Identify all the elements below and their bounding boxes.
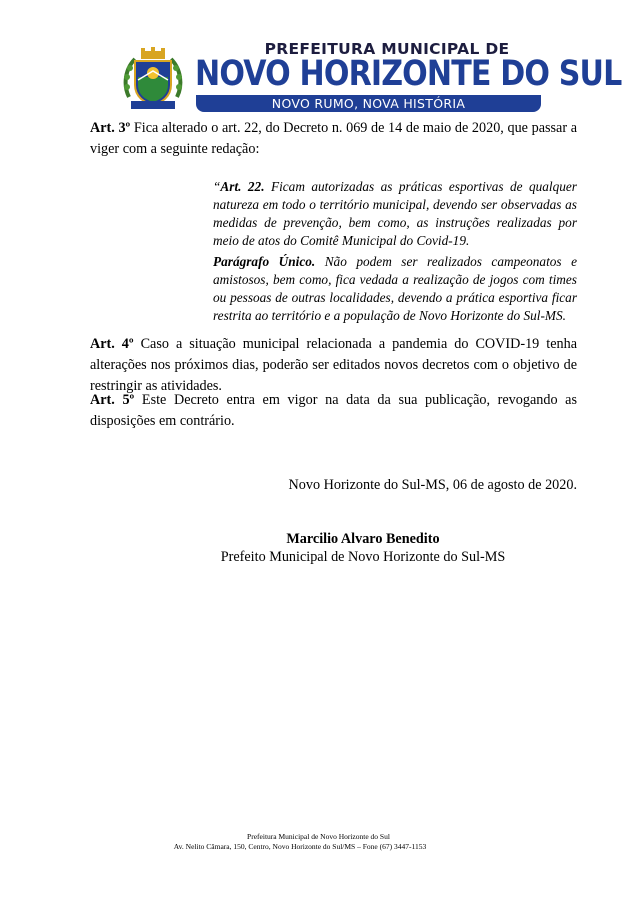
quoted-article-22-text: Ficam autorizadas as práticas esportivas de qualquer natureza em todo o território municipal, devendo ser observadas as medidas de prevenção, bem como, as instruções realizadas por meio de atos do Comitê Municipal do Covid-19. (213, 179, 577, 248)
article-4 (90, 334, 577, 397)
quoted-article-22 (213, 178, 577, 250)
signatory-name: Marcilio Alvaro Benedito (286, 531, 440, 547)
quoted-article-22-label: Art. 22. (220, 179, 265, 194)
article-4-label: Art. 4º (90, 336, 134, 352)
footer-institution: Prefeitura Municipal de Novo Horizonte do Sul (247, 832, 390, 841)
article-3-text: Fica alterado o art. 22, do Decreto n. 069 de 14 de maio de 2020, que passar a viger com a seguinte redação: (90, 120, 577, 157)
paragrafo-unico-label: Parágrafo Único. (213, 254, 316, 269)
article-5-label: Art. 5º (90, 392, 135, 408)
city-name-heading: NOVO HORIZONTE DO SUL (195, 54, 622, 94)
signatory-title: Prefeito Municipal de Novo Horizonte do Sul-MS (220, 549, 506, 565)
footer-address: Av. Nelito Câmara, 150, Centro, Novo Horizonte do Sul/MS – Fone (67) 3447-1153 (173, 842, 427, 851)
motto-banner: NOVO RUMO, NOVA HISTÓRIA (196, 95, 541, 112)
article-4-text: Caso a situação municipal relacionada a pandemia do COVID-19 tenha alterações nos próximos dias, poderão ser editados novos decretos com o objetivo de restringir as atividades. (90, 336, 577, 394)
article-3 (90, 118, 577, 160)
municipal-crest-icon (121, 47, 185, 111)
paragrafo-unico-text: Não podem ser realizados campeonatos e amistosos, bem como, fica vedada a realização de jogos com times ou pessoas de outras localidades, devendo a prática esportiva ficar restrita ao território e a população de Novo Horizonte do Sul-MS. (213, 254, 577, 323)
quote-open-mark: “ (213, 179, 221, 194)
prefeitura-heading: PREFEITURA MUNICIPAL DE (264, 40, 510, 58)
letterhead (0, 0, 637, 115)
place-date-line: Novo Horizonte do Sul-MS, 06 de agosto de 2020. (288, 477, 577, 493)
article-5 (90, 390, 577, 432)
article-3-label: Art. 3º (90, 120, 131, 136)
article-5-text: Este Decreto entra em vigor na data da sua publicação, revogando as disposições em contrário. (90, 392, 577, 429)
quoted-paragrafo-unico (213, 253, 577, 325)
